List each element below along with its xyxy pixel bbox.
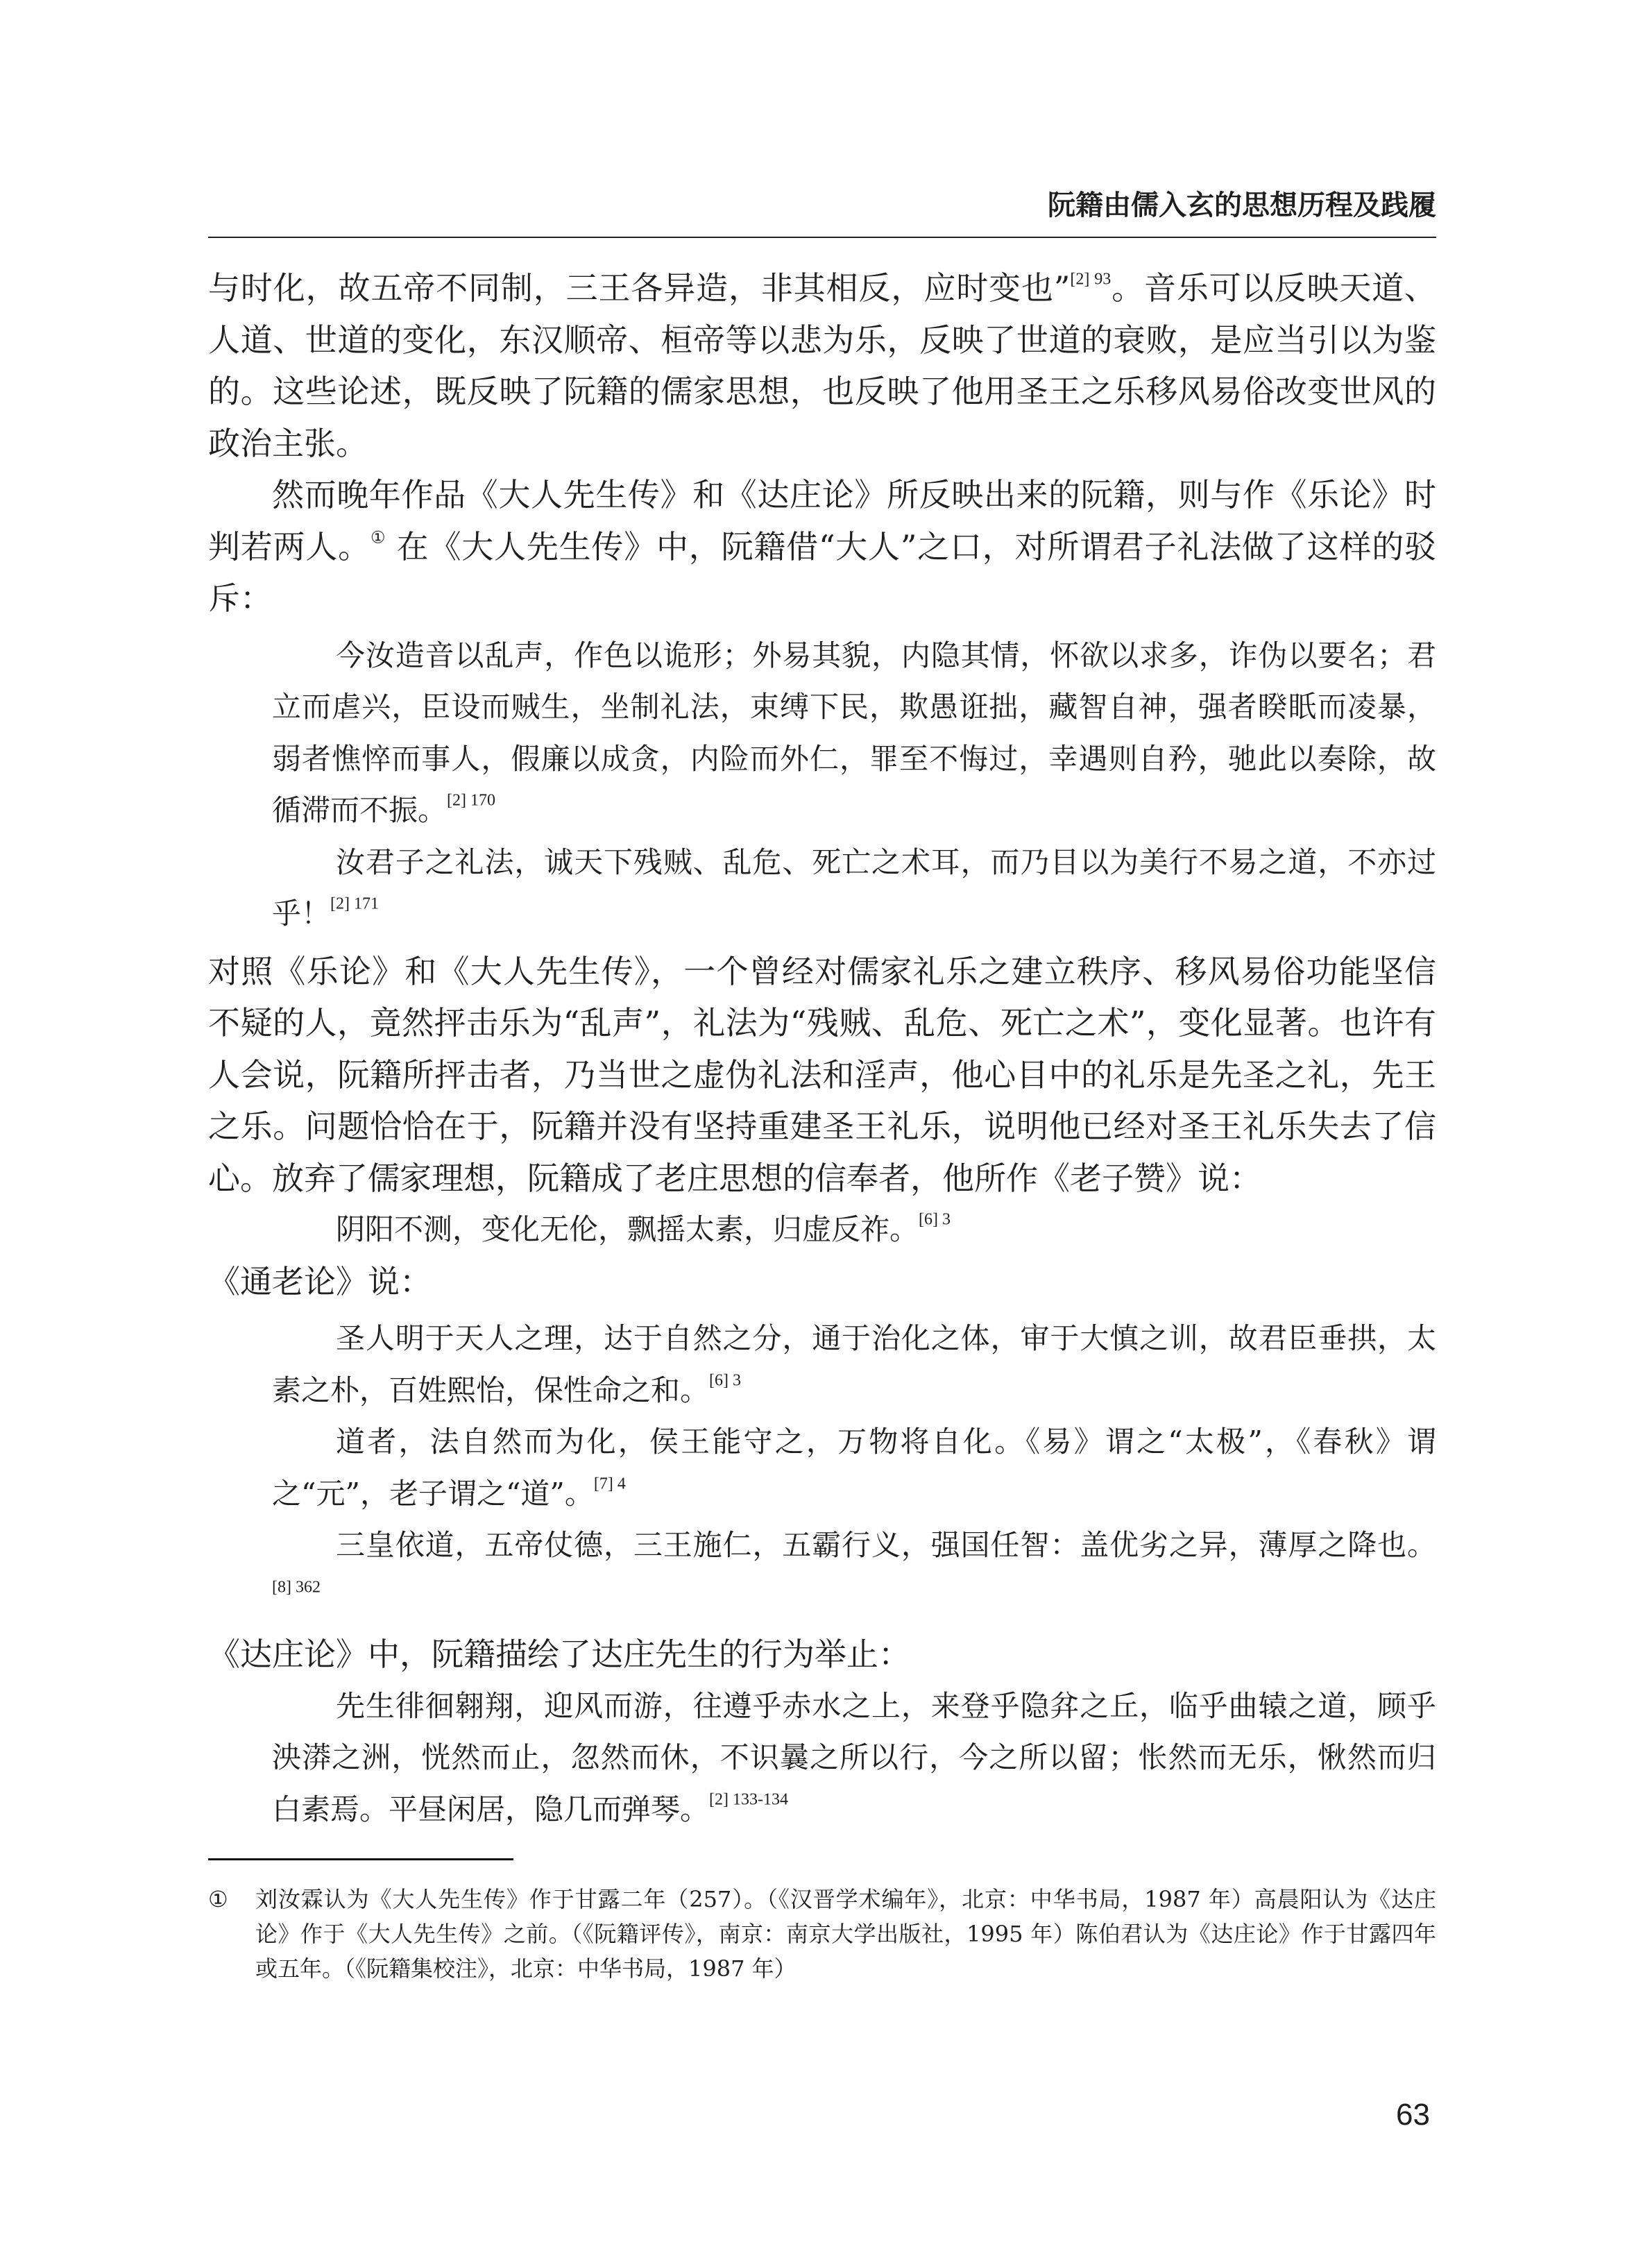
citation-ref: [2] 93 xyxy=(1070,270,1112,289)
paragraph-5 xyxy=(208,1629,1436,1681)
block-quote-3 xyxy=(272,1204,1436,1256)
paragraph-text: 在《大人先生传》中，阮籍借“大人”之口，对所谓君子礼法做了这样的驳斥： xyxy=(208,527,1437,617)
citation-ref: [6] 3 xyxy=(919,1210,951,1229)
footnote-marker: ① xyxy=(208,1886,228,1912)
citation-ref: [2] 133-134 xyxy=(709,1790,788,1808)
quote-text: 圣人明于天人之理，达于自然之分，通于治化之体，审于大慎之训，故君臣垂拱，太素之朴，百姓熙怡，保性命之和。 xyxy=(272,1321,1436,1407)
paragraph-text: 《达庄论》中，阮籍描绘了达庄先生的行为举止： xyxy=(208,1636,910,1673)
quote-text: 三皇依道，五帝仗德，三王施仁，五霸行义，强国任智：盖优劣之异，薄厚之降也。 xyxy=(336,1528,1436,1562)
citation-ref: [2] 170 xyxy=(447,791,495,810)
block-quote-5 xyxy=(272,1416,1436,1520)
main-text xyxy=(208,262,1436,1835)
footnote-text: 刘汝霖认为《大人先生传》作于甘露二年（257）。（《汉晋学术编年》，北京：中华书局，1987 年）高晨阳认为《达庄论》作于《大人先生传》之前。（《阮籍评传》，南京：南京大学出版社，1995 年）陈伯君认为《达庄论》作于甘露四年或五年。（《阮籍集校注》，北京：中华书局，1987 年） xyxy=(255,1886,1436,1982)
paragraph-text: 对照《乐论》和《大人先生传》，一个曾经对儒家礼乐之建立秩序、移风易俗功能坚信不疑的人，竟然抨击乐为“乱声”，礼法为“残贼、乱危、死亡之术”，变化显著。也许有人会说，阮籍所抨击者，乃当世之虚伪礼法和淫声，他心目中的礼乐是先圣之礼，先王之乐。问题恰恰在于，阮籍并没有坚持重建圣王礼乐，说明他已经对圣王礼乐失去了信心。放弃了儒家理想，阮籍成了老庄思想的信奉者，他所作《老子赞》说： xyxy=(208,952,1436,1197)
quote-text: 今汝造音以乱声，作色以诡形；外易其貌，内隐其情，怀欲以求多，诈伪以要名；君立而虐兴，臣设而贼生，坐制礼法，束缚下民，欺愚诳拙，藏智自神，强者睽眂而凌暴，弱者憔悴而事人，假廉以成贪，内险而外仁，罪至不悔过，幸遇则自矜，驰此以奏除，故循滞而不振。 xyxy=(272,638,1436,827)
quote-text: 阴阳不测，变化无伦，飘摇太素，归虚反祚。 xyxy=(336,1212,919,1246)
quote-text: 道者，法自然而为化，侯王能守之，万物将自化。《易》谓之“太极”，《春秋》谓之“元”，老子谓之“道”。 xyxy=(272,1425,1436,1511)
paragraph-text: 。音乐可以反映天道、人道、世道的变化，东汉顺帝、桓帝等以悲为乐，反映了世道的衰败，是应当引以为鉴的。这些论述，既反映了阮籍的儒家思想，也反映了他用圣王之乐移风易俗改变世风的政治主张。 xyxy=(208,269,1436,462)
page-number: 63 xyxy=(1396,2098,1430,2132)
footnote-ref: ① xyxy=(370,528,386,547)
citation-ref: [6] 3 xyxy=(709,1370,741,1389)
footnote-rule xyxy=(208,1858,513,1860)
quote-text: 先生徘徊翱翔，迎风而游，往遵乎赤水之上，来登乎隐弅之丘，临乎曲辕之道，顾乎泱漭之洲，恍然而止，忽然而休，不识曩之所以行，今之所以留；怅然而无乐，愀然而归白素焉。平昼闲居，隐几而弹琴。 xyxy=(272,1688,1436,1826)
running-header-title: 阮籍由儒入玄的思想历程及践履 xyxy=(1048,189,1436,221)
paragraph-text: 然而晚年作品《大人先生传》和《达庄论》所反映出来的阮籍，则与作《乐论》时判若两人。 xyxy=(208,476,1436,566)
citation-ref: [8] 362 xyxy=(272,1577,321,1596)
block-quote-6 xyxy=(272,1520,1436,1623)
paragraph-4 xyxy=(208,1256,1436,1308)
paragraph-text: 与时化，故五帝不同制，三王各异造，非其相反，应时变也” xyxy=(208,269,1071,307)
quote-text: 汝君子之礼法，诚天下残贼、乱危、死亡之术耳，而乃目以为美行不易之道，不亦过乎！ xyxy=(272,844,1436,931)
paragraph-3 xyxy=(208,946,1436,1205)
paragraph-2 xyxy=(208,469,1436,625)
block-quote-7 xyxy=(272,1681,1436,1836)
header-rule xyxy=(208,237,1436,238)
block-quote-4 xyxy=(272,1313,1436,1416)
paragraph-1 xyxy=(208,262,1436,469)
paragraph-text: 《通老论》说： xyxy=(208,1262,432,1300)
block-quote-2 xyxy=(272,837,1436,940)
citation-ref: [7] 4 xyxy=(593,1474,626,1493)
footnote xyxy=(208,1882,1436,1986)
citation-ref: [2] 171 xyxy=(330,894,379,913)
block-quote-1 xyxy=(272,630,1436,837)
